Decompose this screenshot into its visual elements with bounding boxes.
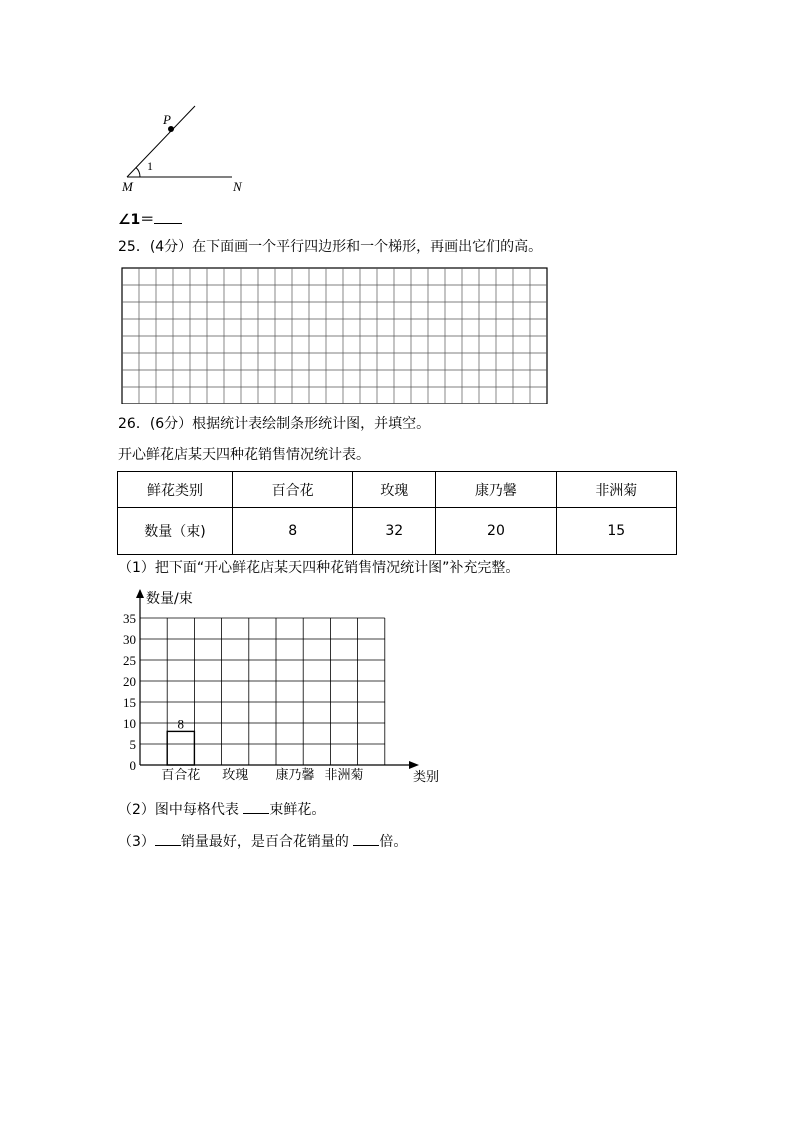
part2-suffix: 束鲜花。	[269, 802, 326, 818]
part3-blank-2[interactable]	[353, 831, 379, 846]
bar-0	[167, 731, 194, 765]
label-n: N	[233, 179, 242, 194]
y-tick-label: 35	[123, 611, 136, 626]
table-row-label: 数量（束)	[118, 508, 233, 555]
part3-suffix: 倍。	[379, 834, 408, 850]
y-tick-label: 10	[123, 716, 136, 731]
y-axis-arrow	[136, 589, 144, 598]
x-axis-title: 类别	[413, 770, 440, 785]
y-tick-label: 25	[123, 653, 136, 668]
y-tick-label: 20	[123, 674, 136, 689]
table-header-cell: 鲜花类别	[118, 472, 233, 508]
table-header-row	[118, 472, 677, 508]
part2-prefix: （2）图中每格代表	[118, 802, 239, 818]
q26-part1: （1）把下面“开心鲜花店某天四种花销售情况统计图”补充完整。	[118, 560, 520, 576]
y-tick-label: 15	[123, 695, 136, 710]
table-cell: 15	[556, 508, 676, 555]
y-tick-label: 0	[129, 758, 136, 773]
ray-mp	[127, 106, 195, 177]
part3-prefix: （3）	[118, 834, 155, 850]
label-m: M	[122, 179, 133, 194]
bar-chart	[110, 585, 450, 790]
table-header-cell: 非洲菊	[556, 472, 676, 508]
y-tick-label: 30	[123, 632, 136, 647]
x-category-label: 康乃馨	[275, 768, 315, 783]
y-axis-title: 数量/束	[146, 591, 193, 607]
table-header-cell: 康乃馨	[436, 472, 556, 508]
angle-label: 1	[147, 159, 153, 173]
table-cell: 32	[353, 508, 436, 555]
table-header-cell: 玫瑰	[353, 472, 436, 508]
angle-arc	[136, 168, 140, 178]
angle-answer-prefix: ∠1＝	[118, 212, 155, 228]
label-p: P	[163, 112, 171, 127]
angle-figure	[110, 100, 260, 200]
angle-answer	[118, 209, 182, 229]
y-tick-label: 5	[129, 737, 136, 752]
statistics-table	[117, 471, 677, 555]
q25-text: 25．(4分）在下面画一个平行四边形和一个梯形，再画出它们的高。	[118, 239, 543, 255]
table-cell: 8	[233, 508, 353, 555]
table-title: 开心鲜花店某天四种花销售情况统计表。	[118, 447, 370, 463]
q26-part2	[118, 799, 325, 819]
part3-blank-1[interactable]	[155, 831, 181, 846]
x-category-label: 非洲菊	[324, 768, 364, 783]
x-axis-arrow	[409, 761, 419, 769]
table-header-cell: 百合花	[233, 472, 353, 508]
x-category-label: 玫瑰	[222, 768, 249, 783]
q26-part3	[118, 831, 407, 851]
angle-answer-blank[interactable]	[154, 209, 182, 224]
q26-text: 26．(6分）根据统计表绘制条形统计图，并填空。	[118, 416, 431, 432]
bar-value-label: 8	[177, 716, 185, 732]
drawing-grid[interactable]	[121, 267, 551, 404]
table-data-row	[118, 508, 677, 555]
part2-blank[interactable]	[243, 799, 269, 814]
table-cell: 20	[436, 508, 556, 555]
x-category-label: 百合花	[161, 768, 201, 783]
part3-middle: 销量最好，是百合花销量的	[180, 834, 349, 850]
